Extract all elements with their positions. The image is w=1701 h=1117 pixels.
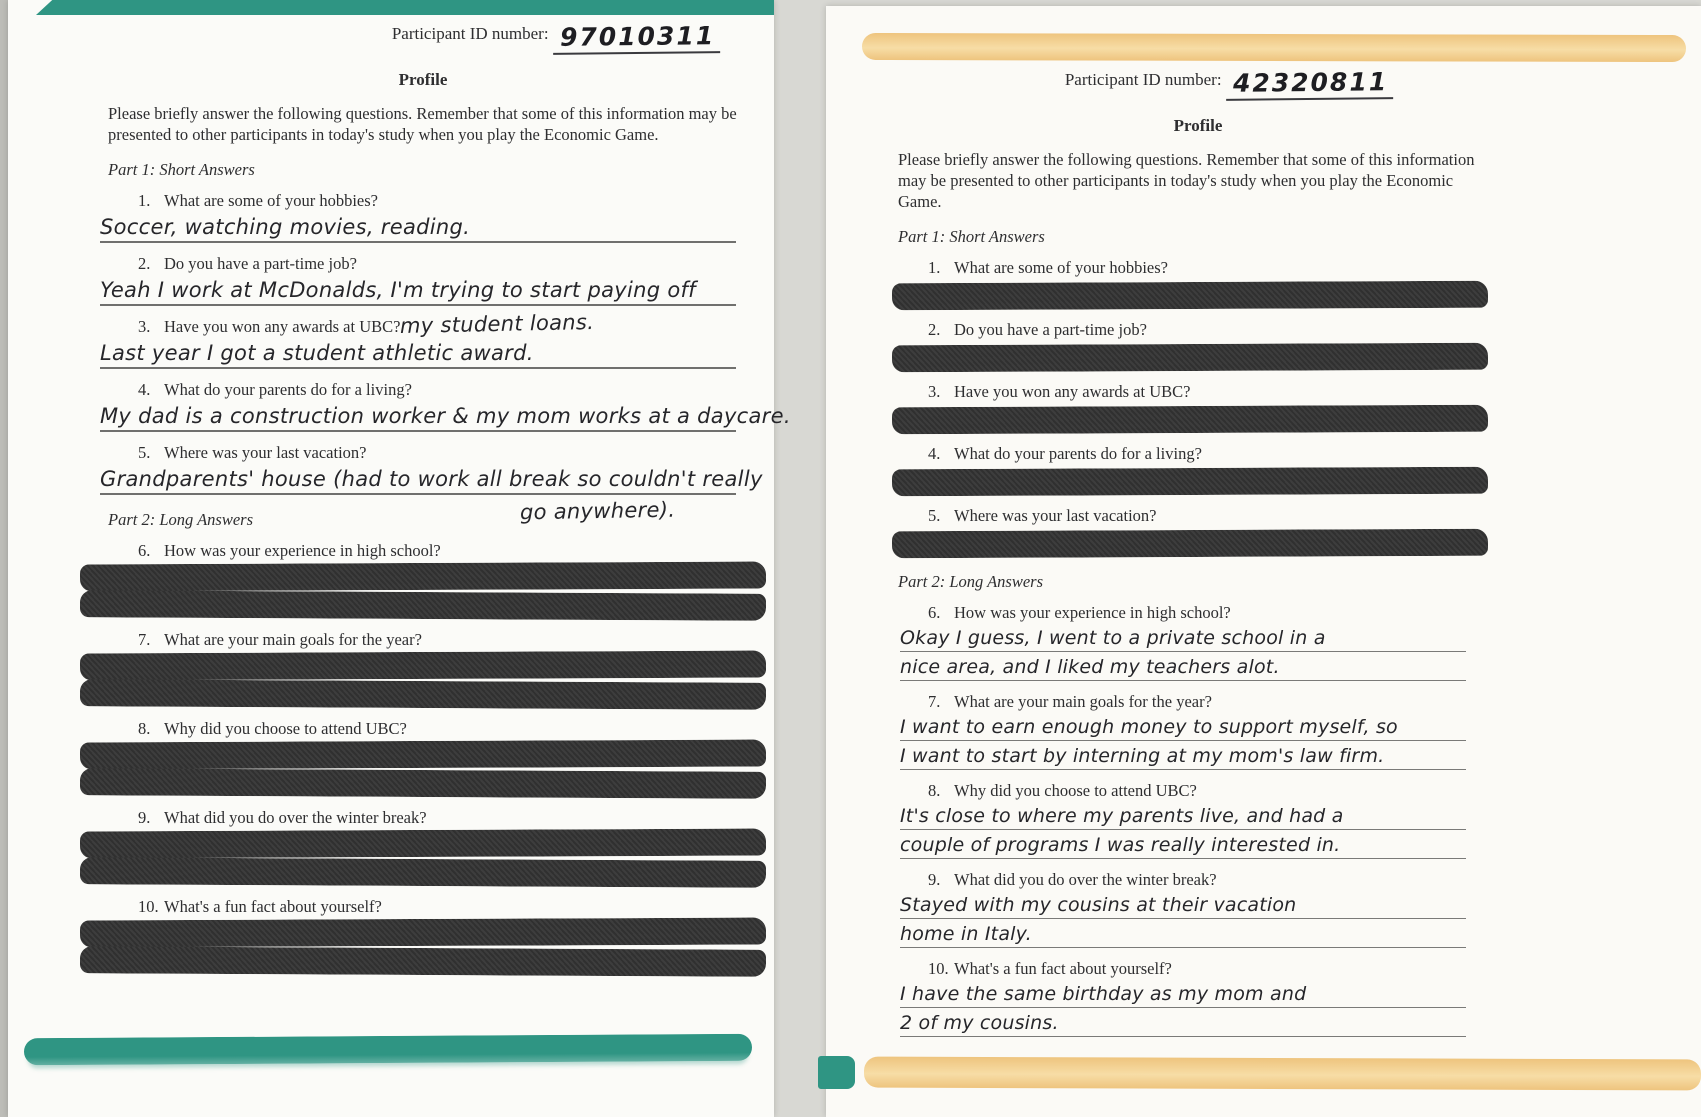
redaction-bar bbox=[80, 768, 766, 799]
redaction-bar bbox=[892, 467, 1488, 497]
question-line bbox=[898, 382, 1498, 402]
question-line bbox=[898, 506, 1498, 526]
question-number: 10. bbox=[928, 959, 949, 978]
question-9 bbox=[898, 870, 1498, 948]
question-6 bbox=[898, 603, 1498, 681]
intro-text: Please briefly answer the following questions. Remember that some of this information may be presented to other participants in today's study when you play the Economic Game. bbox=[108, 104, 737, 144]
question-line bbox=[898, 781, 1498, 801]
handwritten-answer: I want to earn enough money to support myself, so bbox=[900, 715, 1466, 741]
question-number: 4. bbox=[928, 444, 941, 463]
part1-heading: Part 1: Short Answers bbox=[108, 160, 255, 179]
question-text: What are some of your hobbies? bbox=[954, 258, 1168, 277]
question-line bbox=[898, 444, 1498, 464]
question-text: How was your experience in high school? bbox=[164, 541, 441, 560]
question-number: 2. bbox=[928, 320, 941, 339]
profile-sheet-left bbox=[8, 0, 791, 1117]
handwritten-answer: Soccer, watching movies, reading. bbox=[100, 213, 736, 243]
question-line bbox=[898, 870, 1498, 890]
handwritten-answer: 2 of my cousins. bbox=[900, 1011, 1466, 1037]
question-5 bbox=[898, 506, 1498, 557]
question-9 bbox=[108, 808, 738, 886]
redaction-bar bbox=[892, 343, 1488, 373]
question-line bbox=[108, 719, 738, 739]
question-text: Do you have a part-time job? bbox=[954, 320, 1147, 339]
question-1 bbox=[100, 191, 738, 243]
question-number: 9. bbox=[138, 808, 151, 827]
redaction-bar bbox=[80, 651, 766, 681]
part1-heading: Part 1: Short Answers bbox=[898, 227, 1045, 246]
questions-list bbox=[100, 191, 791, 975]
participant-id-value: 97010311 bbox=[553, 21, 720, 55]
question-number: 3. bbox=[928, 382, 941, 401]
questions-list bbox=[898, 258, 1498, 1037]
participant-id-label: Participant ID number: bbox=[1064, 70, 1222, 89]
question-text: What are your main goals for the year? bbox=[164, 630, 422, 649]
page-title: Profile bbox=[1173, 116, 1223, 135]
page-title: Profile bbox=[398, 70, 448, 89]
question-text: Why did you choose to attend UBC? bbox=[164, 719, 407, 738]
question-number: 6. bbox=[138, 541, 151, 560]
handwritten-answer: Grandparents' house (had to work all break so couldn't really bbox=[100, 465, 736, 495]
redaction-bar bbox=[80, 679, 766, 710]
question-text: What did you do over the winter break? bbox=[954, 870, 1217, 889]
question-text: Do you have a part-time job? bbox=[164, 254, 357, 273]
question-number: 8. bbox=[138, 719, 151, 738]
question-7 bbox=[108, 630, 738, 708]
question-line bbox=[108, 630, 738, 650]
question-text: What did you do over the winter break? bbox=[164, 808, 427, 827]
redaction-bar bbox=[80, 590, 766, 621]
question-line bbox=[898, 258, 1498, 278]
redaction-bar bbox=[80, 829, 766, 859]
question-number: 7. bbox=[138, 630, 151, 649]
redaction-bar bbox=[892, 529, 1488, 559]
handwritten-answer: Stayed with my cousins at their vacation bbox=[900, 893, 1466, 919]
question-text: What's a fun fact about yourself? bbox=[164, 897, 382, 916]
question-line bbox=[898, 959, 1498, 979]
question-number: 7. bbox=[928, 692, 941, 711]
question-text: Why did you choose to attend UBC? bbox=[954, 781, 1197, 800]
question-4 bbox=[898, 444, 1498, 495]
question-line bbox=[898, 603, 1498, 623]
question-1 bbox=[898, 258, 1498, 309]
question-text: How was your experience in high school? bbox=[954, 603, 1231, 622]
profile-sheet-right bbox=[826, 6, 1701, 1117]
question-line bbox=[108, 191, 738, 211]
question-number: 2. bbox=[138, 254, 151, 273]
handwritten-answer: Last year I got a student athletic award. bbox=[100, 339, 736, 369]
handwritten-answer: nice area, and I liked my teachers alot. bbox=[900, 655, 1466, 681]
redaction-bar bbox=[892, 281, 1488, 311]
part2-heading: Part 2: Long Answers bbox=[898, 572, 1044, 591]
question-7 bbox=[898, 692, 1498, 770]
question-text: Have you won any awards at UBC? bbox=[164, 317, 401, 336]
question-10 bbox=[898, 959, 1498, 1037]
question-8 bbox=[898, 781, 1498, 859]
question-4 bbox=[100, 380, 791, 432]
question-number: 4. bbox=[138, 380, 151, 399]
teal-highlighter-fragment bbox=[818, 1056, 855, 1089]
sheet-content bbox=[8, 0, 791, 975]
teal-highlighter-stripe-bottom bbox=[24, 1034, 752, 1065]
question-line bbox=[108, 443, 738, 463]
sheet-content bbox=[826, 6, 1701, 1037]
handwritten-answer: I want to start by interning at my mom's law firm. bbox=[900, 744, 1466, 770]
question-10 bbox=[108, 897, 738, 975]
question-line bbox=[108, 541, 738, 561]
teal-highlighter-band-top bbox=[36, 0, 774, 15]
handwritten-answer: Yeah I work at McDonalds, I'm trying to start paying off bbox=[100, 276, 736, 306]
handwritten-answer: my student loans. bbox=[399, 309, 595, 339]
question-text: What are your main goals for the year? bbox=[954, 692, 1212, 711]
question-number: 8. bbox=[928, 781, 941, 800]
question-number: 5. bbox=[138, 443, 151, 462]
question-2 bbox=[898, 320, 1498, 371]
question-6 bbox=[108, 541, 738, 619]
question-text: What's a fun fact about yourself? bbox=[954, 959, 1172, 978]
participant-id-value: 42320811 bbox=[1226, 67, 1393, 101]
part2-heading: Part 2: Long Answers bbox=[108, 510, 254, 529]
participant-id-label: Participant ID number: bbox=[391, 24, 549, 43]
redaction-bar bbox=[80, 562, 766, 592]
question-text: What are some of your hobbies? bbox=[164, 191, 378, 210]
yellow-highlighter-stripe-bottom bbox=[864, 1057, 1701, 1091]
redaction-bar bbox=[80, 918, 766, 948]
question-text: What do your parents do for a living? bbox=[164, 380, 412, 399]
question-number: 9. bbox=[928, 870, 941, 889]
intro-text: Please briefly answer the following questions. Remember that some of this information may be presented to other participants in today's study when you play the Economic Game. bbox=[898, 150, 1475, 211]
handwritten-answer: home in Italy. bbox=[900, 922, 1466, 948]
question-3 bbox=[898, 382, 1498, 433]
question-number: 3. bbox=[138, 317, 151, 336]
question-number: 1. bbox=[928, 258, 941, 277]
redaction-bar bbox=[892, 405, 1488, 435]
redaction-bar bbox=[80, 740, 766, 770]
question-text: Where was your last vacation? bbox=[164, 443, 367, 462]
question-number: 5. bbox=[928, 506, 941, 525]
question-line bbox=[898, 320, 1498, 340]
question-text: What do your parents do for a living? bbox=[954, 444, 1202, 463]
yellow-highlighter-stripe-top bbox=[862, 33, 1686, 62]
handwritten-answer: go anywhere). bbox=[519, 497, 676, 525]
question-text: Have you won any awards at UBC? bbox=[954, 382, 1191, 401]
question-line bbox=[898, 692, 1498, 712]
handwritten-answer: It's close to where my parents live, and had a bbox=[900, 804, 1466, 830]
handwritten-answer: Okay I guess, I went to a private school in a bbox=[900, 626, 1466, 652]
question-number: 6. bbox=[928, 603, 941, 622]
handwritten-answer: couple of programs I was really interested in. bbox=[900, 833, 1466, 859]
handwritten-answer: My dad is a construction worker & my mom works at a daycare. bbox=[100, 402, 736, 432]
redaction-bar bbox=[80, 946, 766, 977]
question-line bbox=[108, 897, 738, 917]
question-number: 10. bbox=[138, 897, 159, 916]
question-line bbox=[108, 808, 738, 828]
question-number: 1. bbox=[138, 191, 151, 210]
question-line bbox=[108, 254, 738, 274]
handwritten-answer: I have the same birthday as my mom and bbox=[900, 982, 1466, 1008]
question-text: Where was your last vacation? bbox=[954, 506, 1157, 525]
redaction-bar bbox=[80, 857, 766, 888]
question-8 bbox=[108, 719, 738, 797]
question-line bbox=[108, 380, 738, 400]
